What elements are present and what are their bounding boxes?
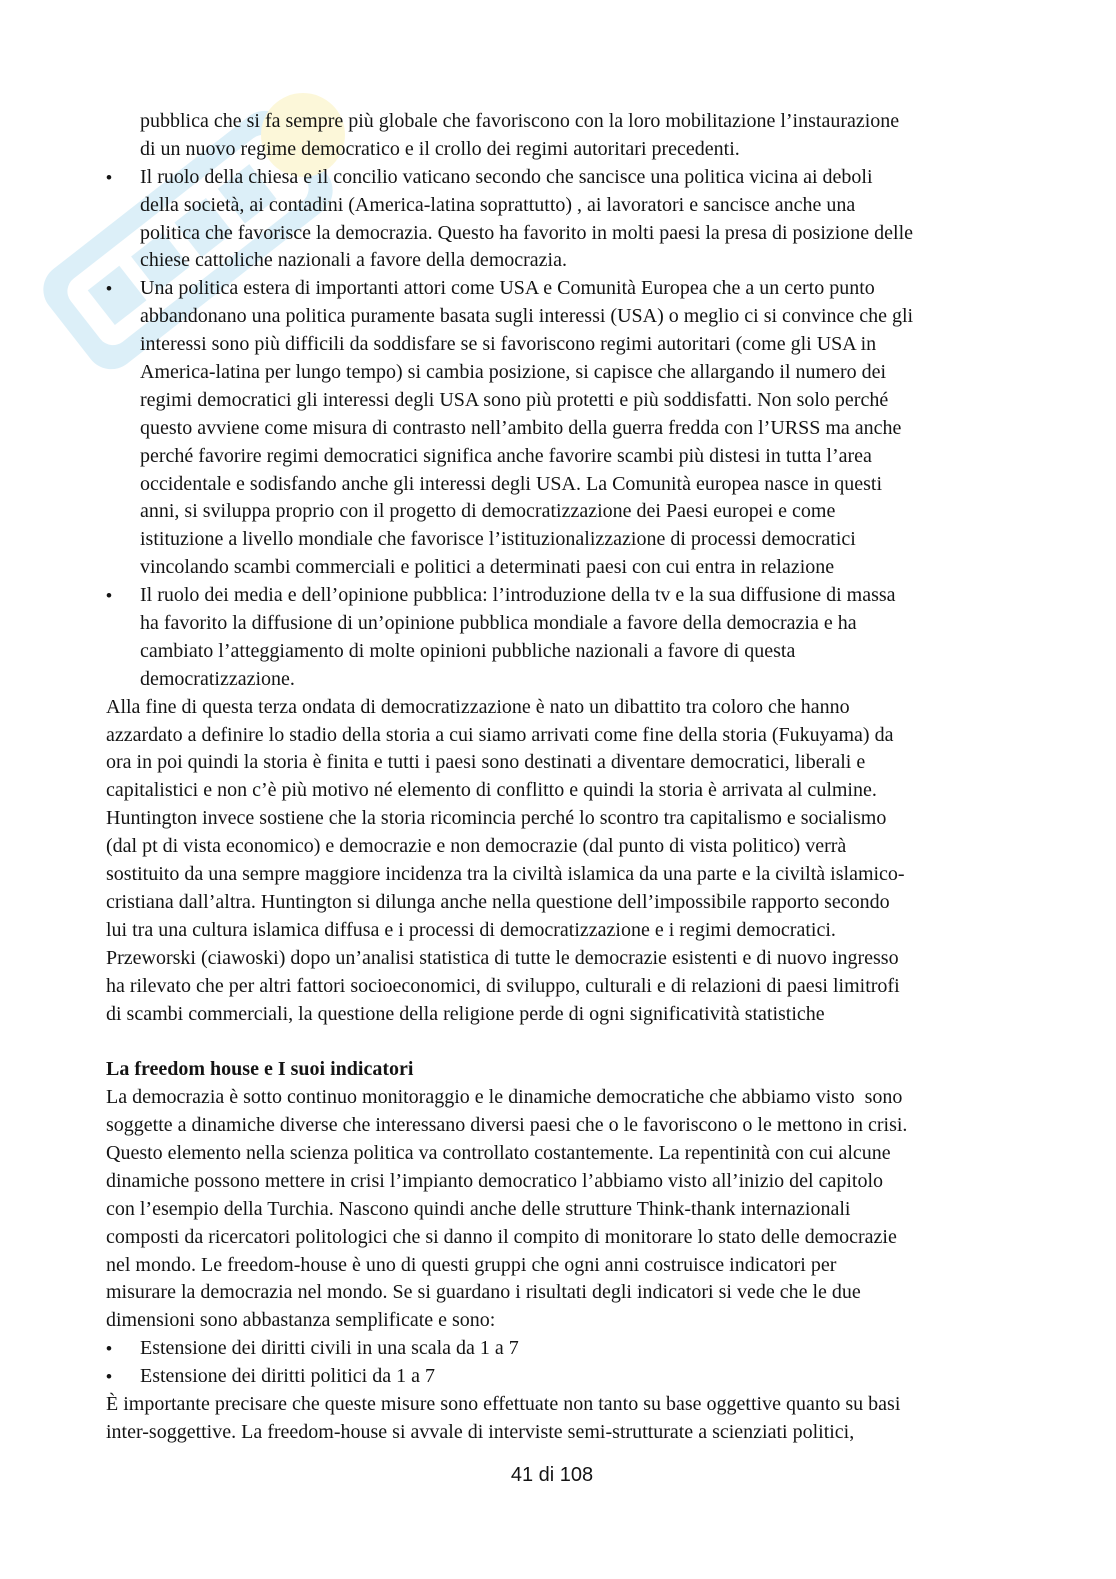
paragraph xyxy=(106,1084,1026,1335)
bullet-glyph: • xyxy=(106,1367,112,1387)
text-line: chiese cattoliche nazionali a favore della democrazia. xyxy=(140,249,567,272)
text-line: Przeworski (ciawoski) dopo un’analisi statistica di tutte le democrazie esistenti e di nuovo ingresso xyxy=(106,946,899,969)
text-line: capitalistici e non c’è più motivo né elemento di conflitto e quindi la storia è arrivata al culmine. xyxy=(106,779,877,802)
bullet-item xyxy=(106,164,1026,276)
text-line: istituzione a livello mondiale che favorisce l’istituzionalizzazione di processi democratici xyxy=(140,528,856,551)
text-line: composti da ricercatori politologici che si danno il compito di monitorare lo stato delle democrazie xyxy=(106,1225,897,1248)
text-line: questo avviene come misura di contrasto nell’ambito della guerra fredda con l’URSS ma anche xyxy=(140,416,902,439)
text-line: Estensione dei diritti politici da 1 a 7 xyxy=(140,1365,435,1388)
bullet-item xyxy=(106,275,1026,582)
text-line: È importante precisare che queste misure sono effettuate non tanto su base oggettive quanto su basi xyxy=(106,1392,901,1415)
text-line: dinamiche possono mettere in crisi l’impianto democratico l’abbiamo visto all’inizio del capitolo xyxy=(106,1169,884,1192)
paragraph xyxy=(106,1391,1026,1447)
bullet-item xyxy=(106,1335,1026,1363)
text-line: Alla fine di questa terza ondata di democratizzazione è nato un dibattito tra coloro che hanno xyxy=(106,695,850,718)
text-line: azzardato a definire lo stadio della storia a cui siamo arrivati come fine della storia (Fukuyama) da xyxy=(106,723,894,746)
text-line: interessi sono più difficili da soddisfare se si favoriscono regimi autoritari (come gli USA in xyxy=(140,333,877,356)
paragraph xyxy=(106,694,1026,1029)
text-line: America-latina per lungo tempo) si cambia posizione, si capisce che allargando il numero dei xyxy=(140,361,887,384)
text-line: vincolando scambi commerciali e politici a determinati paesi con cui entra in relazione xyxy=(140,556,835,579)
text-line: inter-soggettive. La freedom-house si avvale di interviste semi-strutturate a scienziati politici, xyxy=(106,1420,855,1443)
bullet-glyph: • xyxy=(106,1339,112,1359)
text-line: ha rilevato che per altri fattori socioeconomici, di sviluppo, culturali e di relazioni di paesi limitrofi xyxy=(106,974,900,997)
text-line: Questo elemento nella scienza politica va controllato costantemente. La repentinità con cui alcune xyxy=(106,1141,891,1164)
page-number: 41 di 108 xyxy=(510,1464,594,1486)
text-line: cambiato l’atteggiamento di molte opinioni pubbliche nazionali a favore di questa xyxy=(140,639,796,662)
text-line: nel mondo. Le freedom-house è uno di questi gruppi che ogni anni costruisce indicatori per xyxy=(106,1253,837,1276)
bullet-item xyxy=(106,1363,1026,1391)
text-line: La democrazia è sotto continuo monitoraggio e le dinamiche democratiche che abbiamo visto sono xyxy=(106,1086,903,1109)
text-line: pubblica che si fa sempre più globale che favoriscono con la loro mobilitazione l’instaurazione xyxy=(140,110,900,132)
bullet-item xyxy=(106,582,1026,694)
text-line: ha favorito la diffusione di un’opinione pubblica mondiale a favore della democrazia e ha xyxy=(140,612,857,635)
text-line: della società, ai contadini (America-latina soprattutto) , ai lavoratori e sancisce anche una xyxy=(140,193,856,216)
text-line: occidentale e sodisfando anche gli interessi degli USA. La Comunità europea nasce in questi xyxy=(140,472,883,495)
text-line: misurare la democrazia nel mondo. Se si guardano i risultati degli indicatori si vede che le due xyxy=(106,1281,861,1304)
bullet-glyph: • xyxy=(106,586,112,606)
section-heading: La freedom house e I suoi indicatori xyxy=(106,1058,414,1081)
text-line: (dal pt di vista economico) e democrazie e non democrazie (dal punto di vista politico) verrà xyxy=(106,835,847,858)
text-line: Il ruolo della chiesa e il concilio vaticano secondo che sancisce una politica vicina ai deboli xyxy=(140,165,873,188)
blank-line xyxy=(106,1028,1026,1056)
text-line: Una politica estera di importanti attori come USA e Comunità Europea che a un certo punto xyxy=(140,277,875,300)
document-body xyxy=(106,108,1026,1447)
text-line: ora in poi quindi la storia è finita e tutti i paesi sono destinati a diventare democratici, liberali e xyxy=(106,751,866,774)
text-line: lui tra una cultura islamica diffusa e i processi di democratizzazione e i regimi democratici. xyxy=(106,918,836,941)
text-line: abbandonano una politica puramente basata sugli interessi (USA) o meglio ci si convince che gli xyxy=(140,305,914,328)
text-line: anni, si sviluppa proprio con il progetto di democratizzazione dei Paesi europei e come xyxy=(140,500,836,523)
bullet-glyph: • xyxy=(106,167,112,187)
text-line: cristiana dall’altra. Huntington si dilunga anche nella questione dell’impossibile rapporto secondo xyxy=(106,890,890,913)
text-line: Il ruolo dei media e dell’opinione pubblica: l’introduzione della tv e la sua diffusione di massa xyxy=(140,584,896,607)
text-line: Estensione dei diritti civili in una scala da 1 a 7 xyxy=(140,1337,519,1360)
bullet-glyph: • xyxy=(106,279,112,299)
text-line: di scambi commerciali, la questione della religione perde di ogni significatività statistiche xyxy=(106,1002,825,1025)
text-line: perché favorire regimi democratici significa anche favorire scambi più distesi in tutta l’area xyxy=(140,444,872,467)
text-line: sostituito da una sempre maggiore incidenza tra la civiltà islamica da una parte e la civiltà islamico- xyxy=(106,863,905,886)
text-line: politica che favorisce la democrazia. Questo ha favorito in molti paesi la presa di posizione delle xyxy=(140,221,914,244)
text-line: con l’esempio della Turchia. Nascono quindi anche delle strutture Think-thank internazionali xyxy=(106,1197,851,1220)
text-line: dimensioni sono abbastanza semplificate e sono: xyxy=(106,1309,496,1332)
text-line: democratizzazione. xyxy=(140,667,295,690)
text-line: soggette a dinamiche diverse che interessano diversi paesi che o le favoriscono o le mettono in crisi. xyxy=(106,1114,908,1137)
text-line: Huntington invece sostiene che la storia ricomincia perché lo scontro tra capitalismo e socialismo xyxy=(106,807,887,830)
text-line: di un nuovo regime democratico e il crollo dei regimi autoritari precedenti. xyxy=(140,137,740,160)
text-line: regimi democratici gli interessi degli USA sono più protetti e più soddisfatti. Non solo perché xyxy=(140,388,889,411)
